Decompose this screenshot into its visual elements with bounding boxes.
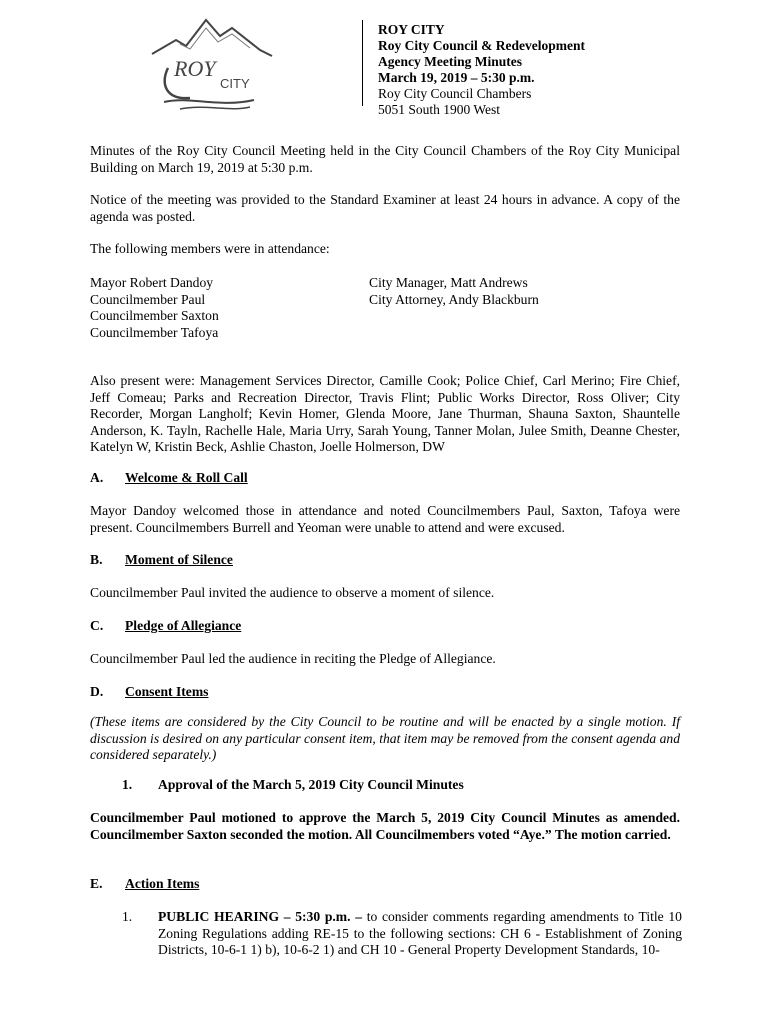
item-number: 1. (122, 909, 133, 924)
section-b-text: Councilmember Paul invited the audience to observe a moment of silence. (90, 585, 495, 600)
logo-wave-1 (164, 100, 254, 103)
section-e-heading (90, 876, 199, 892)
action-item-1 (122, 909, 682, 959)
roy-city-logo (150, 14, 275, 114)
consent-item-1 (122, 777, 464, 793)
section-title: Pledge of Allegiance (125, 618, 242, 633)
attendee: City Attorney, Andy Blackburn (369, 291, 539, 307)
header-org: ROY CITY (378, 22, 445, 37)
header-title-line1: Roy City Council & Redevelopment (378, 38, 585, 53)
logo-roy-text: ROY (174, 56, 216, 81)
section-c-heading (90, 618, 241, 634)
intro-paragraph: Minutes of the Roy City Council Meeting held in the City Council Chambers of the Roy City Municipal Building on March 19, 2019 at 5:30 p.m. (90, 143, 680, 175)
logo-wave-2 (180, 107, 250, 109)
section-a-heading (90, 470, 248, 486)
item-title: Approval of the March 5, 2019 City Council Minutes (158, 777, 464, 792)
section-b-heading (90, 552, 233, 568)
mountain-outline (152, 20, 272, 56)
section-a-text: Mayor Dandoy welcomed those in attendance and noted Councilmembers Paul, Saxton, Tafoya were present. Councilmembers Burrell and Yeoman were unable to attend and were excused. (90, 503, 680, 535)
section-c-text: Councilmember Paul led the audience in reciting the Pledge of Allegiance. (90, 651, 496, 666)
public-hearing-label: PUBLIC HEARING – 5:30 p.m. – (158, 909, 362, 924)
section-d-heading (90, 684, 208, 700)
header-block (378, 22, 585, 118)
consent-motion: Councilmember Paul motioned to approve the March 5, 2019 City Council Minutes as amended. Councilmember Saxton seconded the motion. All Councilmembers voted “Aye.” The motion carried. (90, 810, 680, 842)
section-letter: D. (90, 684, 104, 699)
public-hearing-text: to consider comments regarding amendments to Title 10 Zoning Regulations adding RE-15 to the following sections: CH 6 - Establishment of Zoning Districts, 10-6-1 1) b), 10-6-2 1) and CH 10 - General Property Development Standards, 10- (158, 909, 682, 957)
section-letter: E. (90, 876, 103, 891)
item-number: 1. (122, 777, 133, 792)
logo-city-text: CITY (220, 76, 250, 91)
section-letter: C. (90, 618, 104, 633)
item-text (158, 909, 682, 959)
attendance-members (90, 275, 219, 341)
consent-note: (These items are considered by the City Council to be routine and will be enacted by a single motion. If discussion is desired on any particular consent item, that item may be removed from the consent agenda and considered separately.) (90, 714, 680, 762)
header-location: Roy City Council Chambers (378, 86, 532, 101)
section-title: Welcome & Roll Call (125, 470, 248, 485)
attendee: Councilmember Paul (90, 291, 206, 307)
attendance-staff (369, 275, 539, 308)
attendance-intro: The following members were in attendance: (90, 241, 330, 256)
header-title-line2: Agency Meeting Minutes (378, 54, 522, 69)
attendee: Councilmember Saxton (90, 308, 219, 323)
section-letter: B. (90, 552, 103, 567)
attendee: Mayor Robert Dandoy (90, 275, 214, 290)
attendee: Councilmember Tafoya (90, 324, 219, 340)
header-date-time: March 19, 2019 – 5:30 p.m. (378, 70, 535, 85)
also-present-paragraph: Also present were: Management Services Director, Camille Cook; Police Chief, Carl Merino; Fire Chief, Jeff Comeau; Parks and Recreation Director, Travis Flint; Public Works Director, Ross Oliver; City Recorder, Morgan Langholf; Kevin Homer, Glenda Moore, Jane Thurman, Shauna Saxton, Shauntelle Anderson, K. Tayln, Rachelle Hale, Maria Urry, Sarah Young, Tanner Molan, Julee Smith, Deanne Chester, Katelyn W, Kristin Beck, Ashlie Chaston, Joelle Holmerson, DW (90, 373, 680, 454)
attendee: City Manager, Matt Andrews (369, 275, 528, 290)
section-letter: A. (90, 470, 104, 485)
header-divider (362, 20, 363, 106)
notice-paragraph: Notice of the meeting was provided to the Standard Examiner at least 24 hours in advance. A copy of the agenda was posted. (90, 192, 680, 224)
section-title: Moment of Silence (125, 552, 233, 567)
header-address: 5051 South 1900 West (378, 102, 501, 117)
section-title: Consent Items (125, 684, 209, 699)
section-title: Action Items (125, 876, 200, 891)
